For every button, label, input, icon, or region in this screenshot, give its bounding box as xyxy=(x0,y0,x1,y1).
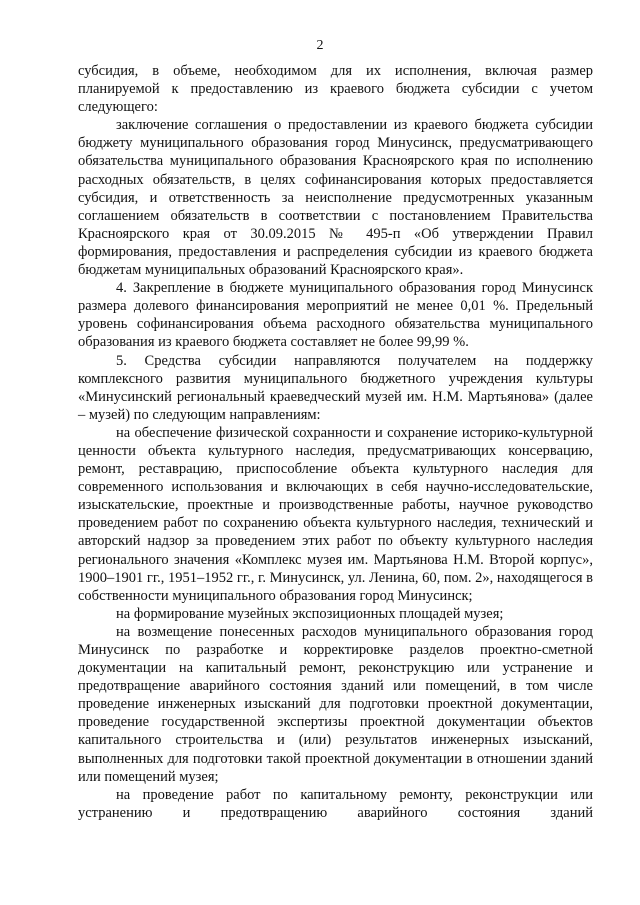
document-body xyxy=(78,62,593,822)
paragraph: 4. Закрепление в бюджете муниципального образования город Минусинск размера долевого финансирования мероприятий не менее 0,01 %. Предельный уровень софинансирования объема расходного обязательства муниципального образования из краевого бюджета составляет не более 99,99 %. xyxy=(78,280,593,351)
paragraph: на обеспечение физической сохранности и сохранение историко-культурной ценности объекта культурного наследия, предусматривающих консервацию, ремонт, реставрацию, приспособление объекта культурного наследия для современного использования и включающих в себя научно-исследовательские, изыскательские, проектные и производственные работы, научное руководство проведением работ по сохранению объекта культурного наследия, технический и авторский надзор за проведением этих работ по объекту культурного наследия регионального значения «Комплекс музея им. Мартьянова Н.М. Второй корпус», 1900–1901 гг., 1951–1952 гг., г. Минусинск, ул. Ленина, 60, пом. 2», находящегося в собственности муниципального образования город Минусинск; xyxy=(78,424,593,604)
paragraph: на формирование музейных экспозиционных площадей музея; xyxy=(116,605,504,622)
paragraph: 5. Средства субсидии направляются получателем на поддержку комплексного развития муниципального бюджетного учреждения культуры «Минусинский региональный краеведческий музей им. Н.М. Мартьянова» (далее – музей) по следующим направлениям: xyxy=(78,352,593,423)
paragraph: субсидия, в объеме, необходимом для их исполнения, включая размер планируемой к предоставлению из краевого бюджета субсидии с учетом следующего: xyxy=(78,63,593,116)
paragraph: на проведение работ по капитальному ремонту, реконструкции или устранению и предотвращению аварийного состояния зданий xyxy=(78,786,593,821)
paragraph: заключение соглашения о предоставлении из краевого бюджета субсидии бюджету муниципального образования город Минусинск, предусматривающего обязательства муниципального образования Красноярского края по исполнению расходных обязательств, в целях софинансирования которых предоставляется субсидия, и ответственность за неисполнение предусмотренных указанным соглашением обязательств в соответствии с постановлением Правительства Красноярского края от 30.09.2015 № 495-п «Об утверждении Правил формирования, предоставления и распределения субсидии из краевого бюджета бюджетам муниципальных образований Красноярского края». xyxy=(78,117,593,279)
paragraph: на возмещение понесенных расходов муниципального образования город Минусинск по разработке и корректировке разделов проектно-сметной документации на капитальный ремонт, реконструкцию или устранение и предотвращение аварийного состояния зданий или помещений, в том числе проведение инженерных изысканий для подготовки проектной документации, проведение государственной экспертизы проектной документации объектов капитального строительства и (или) результатов инженерных изысканий, выполненных для подготовки такой проектной документации в отношении зданий или помещений музея; xyxy=(78,623,593,785)
page-number: 2 xyxy=(316,38,324,53)
